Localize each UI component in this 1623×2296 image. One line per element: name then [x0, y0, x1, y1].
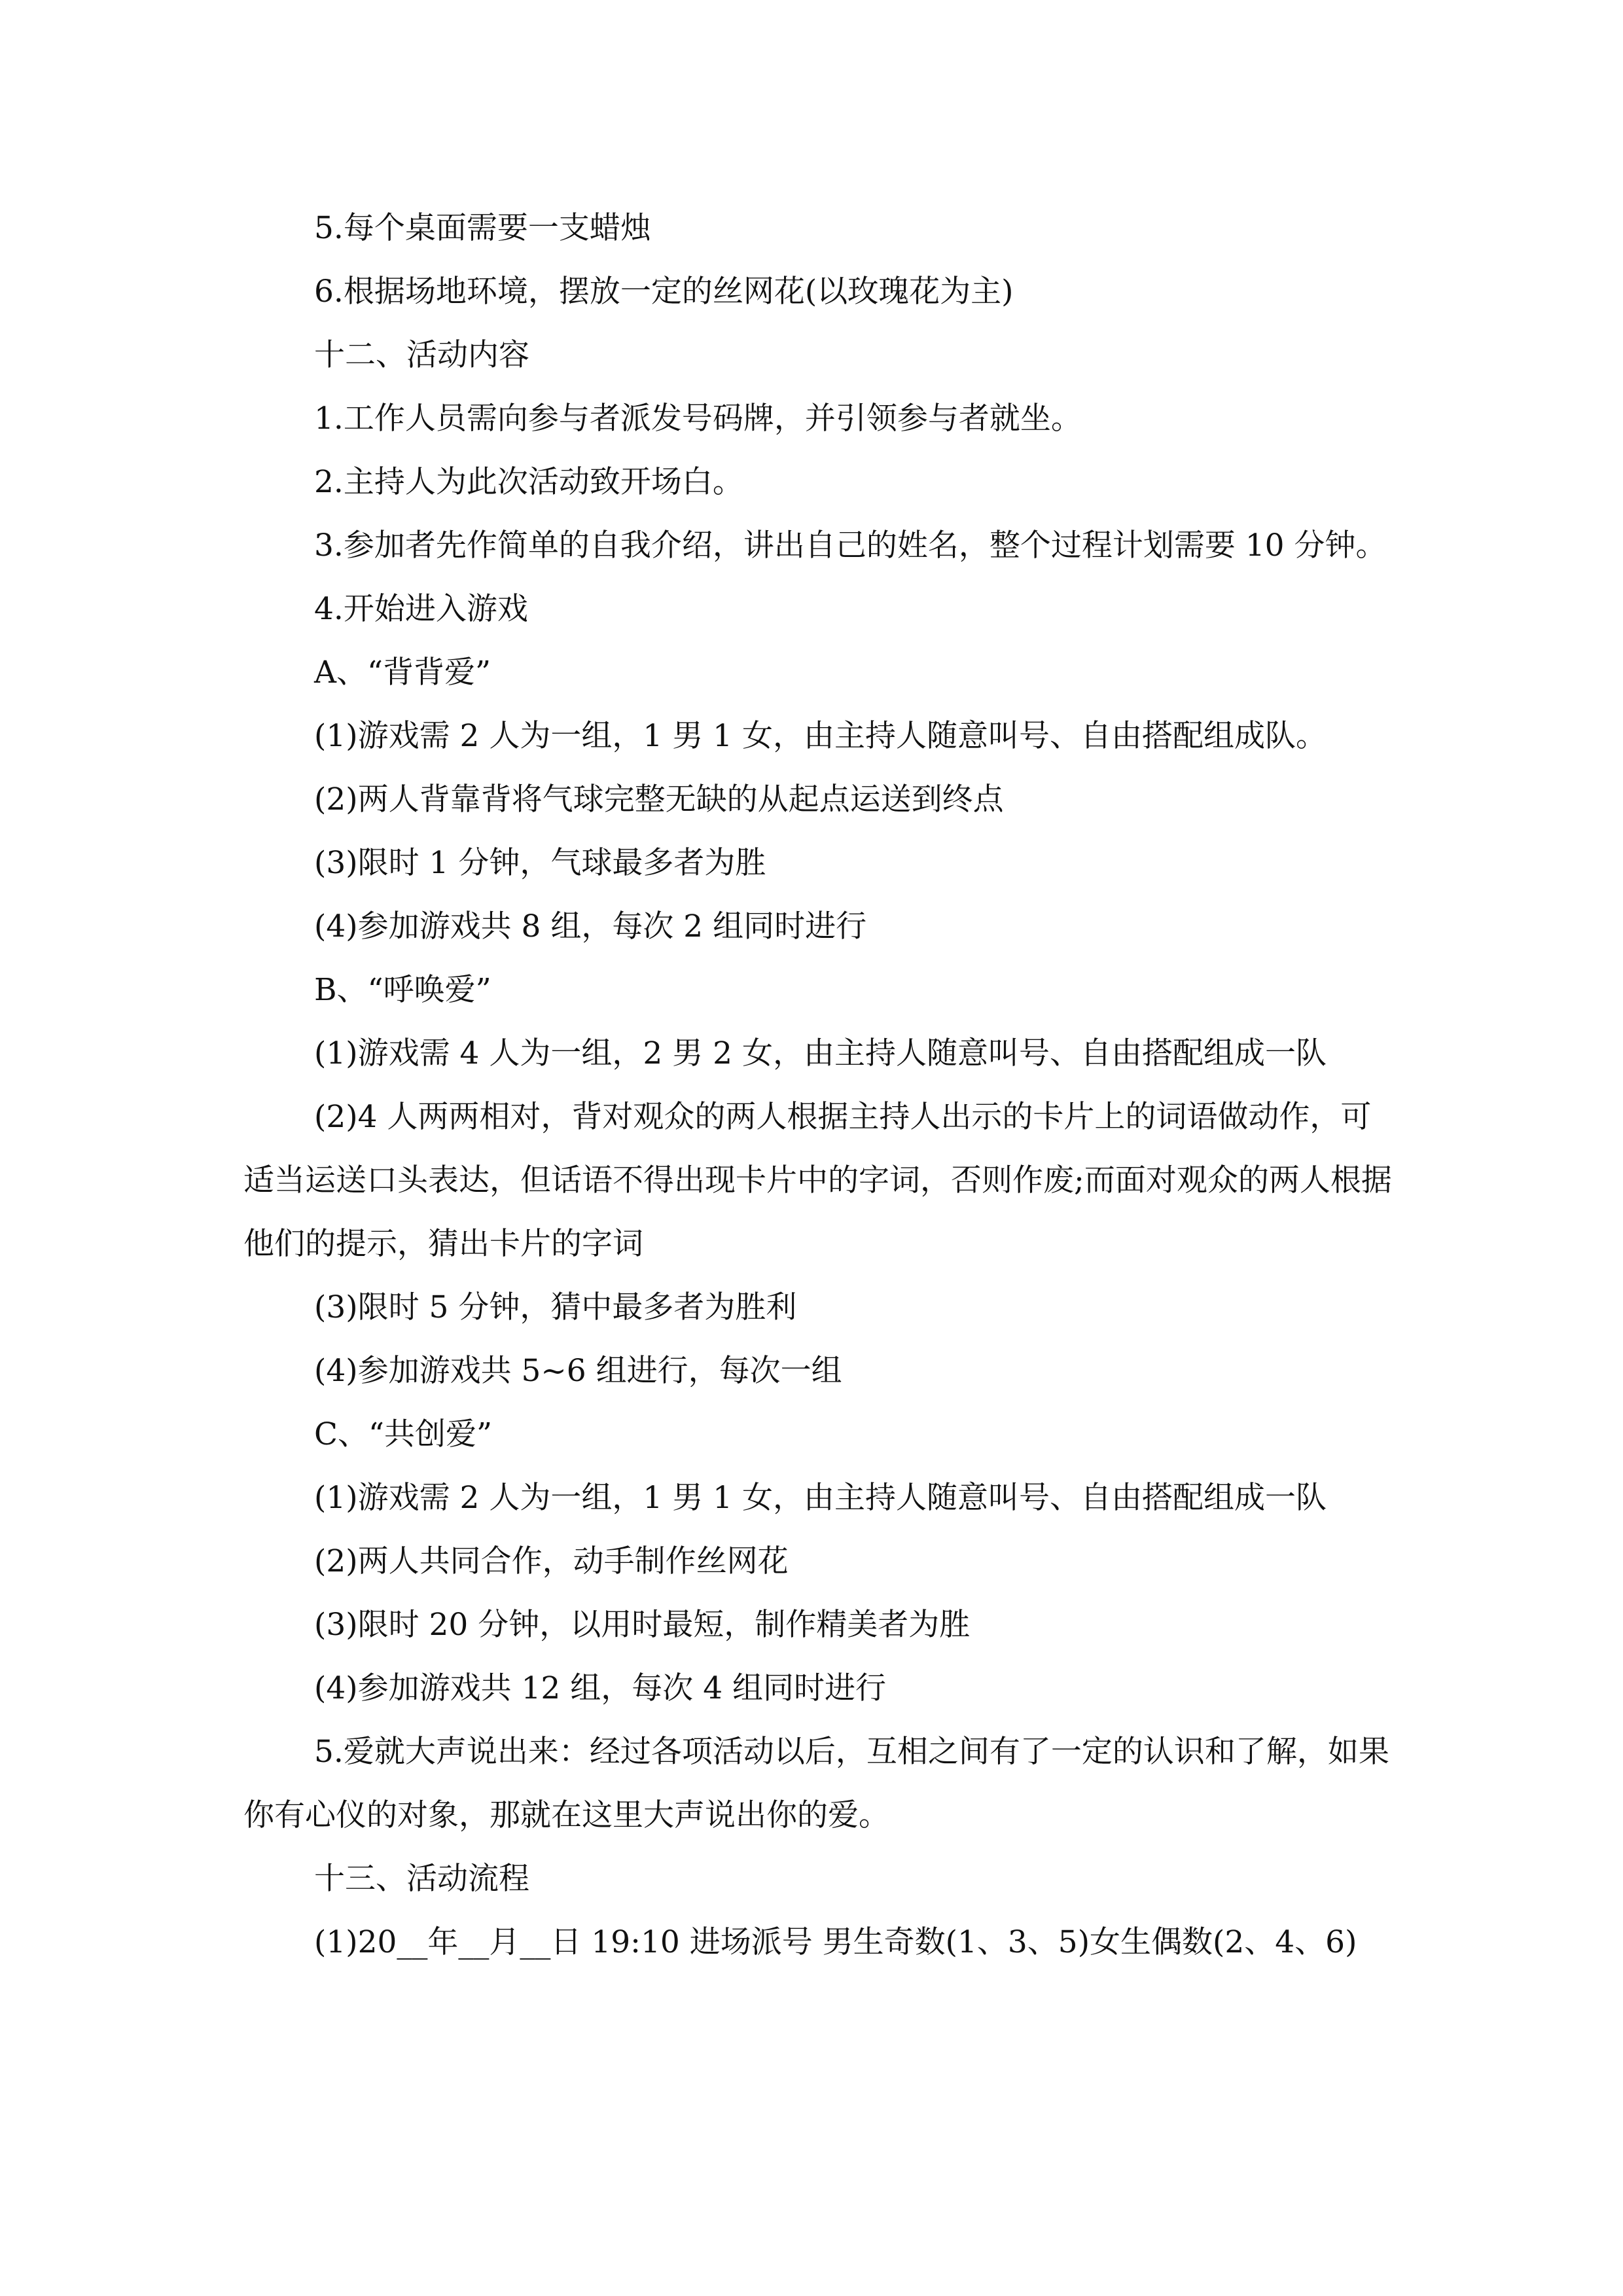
subheading: C、“共创爱”	[314, 1416, 493, 1452]
document-body	[243, 196, 1395, 1974]
paragraph: (3)限时 5 分钟，猜中最多者为胜利	[314, 1289, 797, 1325]
paragraph: (3)限时 1 分钟，气球最多者为胜	[314, 845, 766, 881]
paragraph: 5.爱就大声说出来：经过各项活动以后，互相之间有了一定的认识和了解，如果你有心仪的对象，那就在这里大声说出你的爱。	[243, 1734, 1389, 1833]
paragraph: (2)4 人两两相对，背对观众的两人根据主持人出示的卡片上的词语做动作，可适当运送口头表达，但话语不得出现卡片中的字词，否则作废;而面对观众的两人根据他们的提示，猜出卡片的字词	[243, 1099, 1392, 1262]
section-heading: 十三、活动流程	[314, 1861, 529, 1897]
paragraph: (4)参加游戏共 12 组，每次 4 组同时进行	[314, 1670, 887, 1706]
section-heading: 十二、活动内容	[314, 337, 529, 373]
paragraph: 6.根据场地环境，摆放一定的丝网花(以玫瑰花为主)	[314, 274, 1014, 310]
subheading: A、“背背爱”	[314, 655, 491, 691]
paragraph: (1)游戏需 2 人为一组，1 男 1 女，由主持人随意叫号、自由搭配组成一队	[314, 1480, 1327, 1516]
paragraph: 4.开始进入游戏	[314, 591, 528, 627]
paragraph: 5.每个桌面需要一支蜡烛	[314, 210, 651, 246]
paragraph: (2)两人共同合作，动手制作丝网花	[314, 1543, 789, 1579]
paragraph: 3.参加者先作简单的自我介绍，讲出自己的姓名，整个过程计划需要 10 分钟。	[314, 528, 1387, 564]
paragraph: (2)两人背靠背将气球完整无缺的从起点运送到终点	[314, 781, 1004, 817]
paragraph: 2.主持人为此次活动致开场白。	[314, 464, 743, 500]
paragraph: (4)参加游戏共 5~6 组进行，每次一组	[314, 1353, 842, 1389]
subheading: B、“呼唤爱”	[314, 972, 491, 1008]
paragraph: 1.工作人员需向参与者派发号码牌，并引领参与者就坐。	[314, 401, 1082, 437]
paragraph: (1)游戏需 4 人为一组，2 男 2 女，由主持人随意叫号、自由搭配组成一队	[314, 1035, 1327, 1071]
paragraph: (4)参加游戏共 8 组，每次 2 组同时进行	[314, 908, 867, 944]
paragraph: (1)游戏需 2 人为一组，1 男 1 女，由主持人随意叫号、自由搭配组成队。	[314, 718, 1327, 754]
paragraph: (1)20__年__月__日 19:10 进场派号 男生奇数(1、3、5)女生偶数(2、4、6)	[314, 1924, 1357, 1960]
paragraph: (3)限时 20 分钟，以用时最短，制作精美者为胜	[314, 1607, 971, 1643]
